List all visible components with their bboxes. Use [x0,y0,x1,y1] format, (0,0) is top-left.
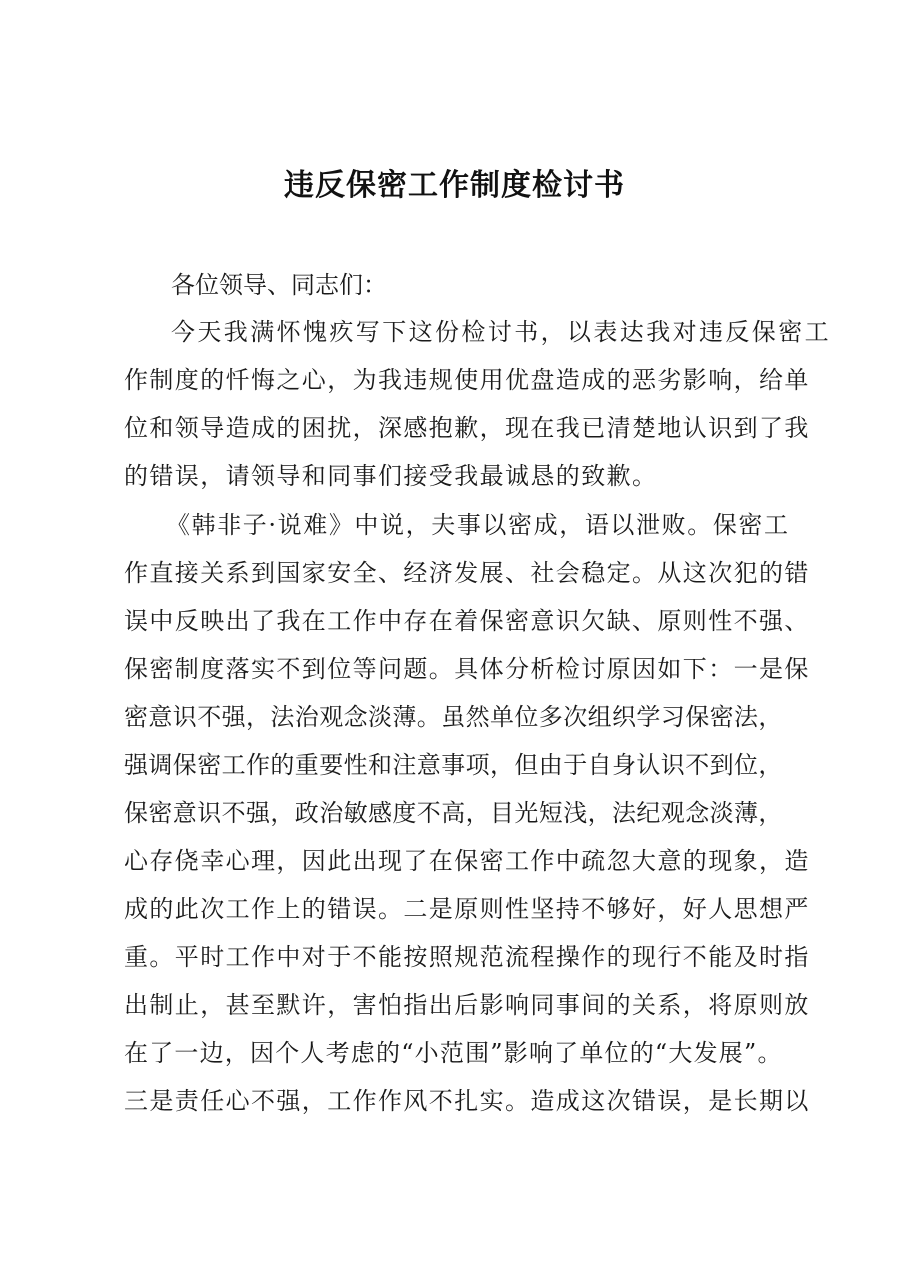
paragraph-2-line-11: 出制止，甚至默许，害怕指出后影响同事间的关系，将原则放 [124,991,810,1019]
paragraph-2-line-9: 成的此次工作上的错误。二是原则性坚持不够好，好人思想严 [124,895,810,923]
paragraph-2-line-3: 误中反映出了我在工作中存在着保密意识欠缺、原则性不强、 [124,607,810,635]
paragraph-2-line-6: 强调保密工作的重要性和注意事项，但由于自身认识不到位， [124,751,783,779]
paragraph-1-line-2: 作制度的忏悔之心，为我违规使用优盘造成的恶劣影响，给单 [124,366,810,394]
paragraph-1-line-3: 位和领导造成的困扰，深感抱歉，现在我已清楚地认识到了我 [124,414,810,442]
paragraph-2-line-7: 保密意识不强，政治敏感度不高，目光短浅，法纪观念淡薄， [124,799,783,827]
paragraph-2-line-13: 三是责任心不强，工作作风不扎实。造成这次错误，是长期以 [124,1087,810,1115]
paragraph-2-line-1: 《韩非子·说难》中说，夫事以密成，语以泄败。保密工 [166,511,790,539]
paragraph-2-line-8: 心存侥幸心理，因此出现了在保密工作中疏忽大意的现象，造 [124,847,810,875]
paragraph-2-line-5: 密意识不强，法治观念淡薄。虽然单位多次组织学习保密法， [124,703,783,731]
paragraph-1-line-1: 今天我满怀愧疚写下这份检讨书，以表达我对违反保密工 [171,318,831,346]
document-title: 违反保密工作制度检讨书 [284,168,625,203]
paragraph-1-line-4: 的错误，请领导和同事们接受我最诚恳的致歉。 [124,462,658,490]
paragraph-2-line-2: 作直接关系到国家安全、经济发展、社会稳定。从这次犯的错 [124,559,810,587]
paragraph-2-line-10: 重。平时工作中对于不能按照规范流程操作的现行不能及时指 [124,943,810,971]
paragraph-2-line-4: 保密制度落实不到位等问题。具体分析检讨原因如下：一是保 [124,655,810,683]
paragraph-2-line-12: 在了一边，因个人考虑的“小范围”影响了单位的“大发展”。 [124,1039,783,1067]
greeting-line: 各位领导、同志们： [171,271,387,299]
